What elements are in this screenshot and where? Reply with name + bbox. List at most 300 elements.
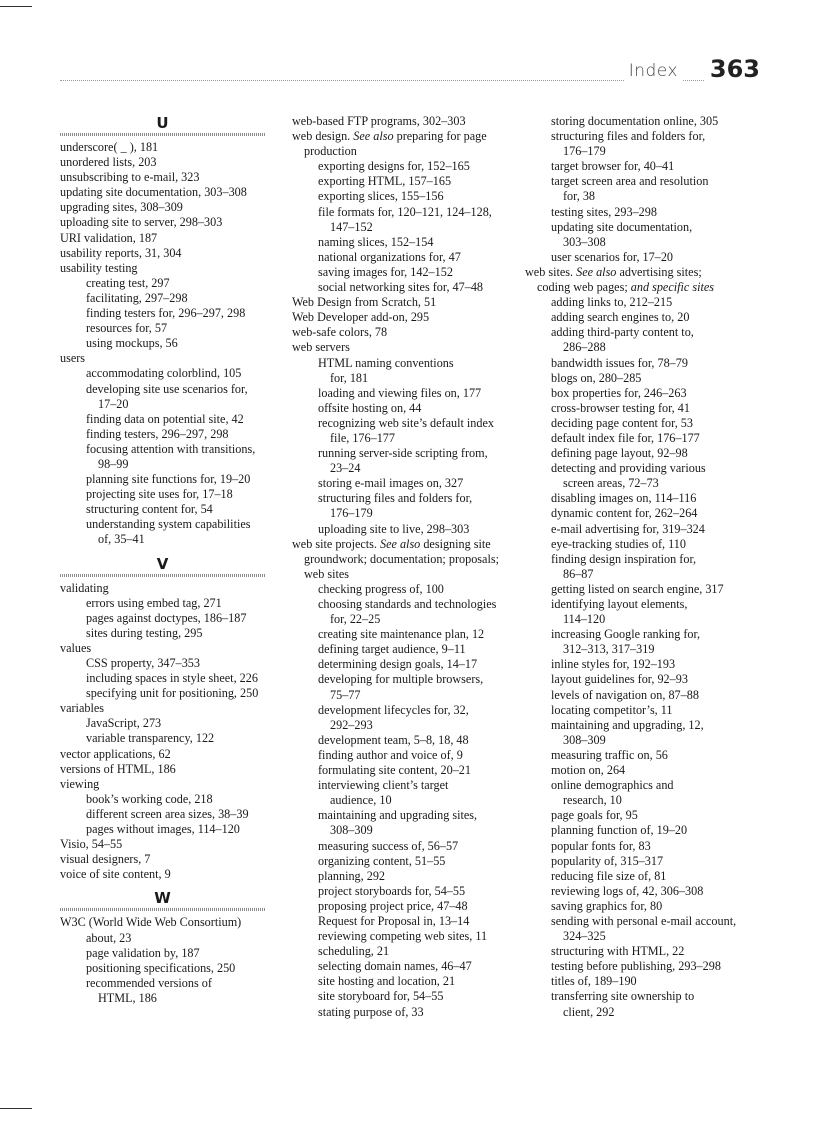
index-entry bbox=[60, 382, 265, 412]
index-entry bbox=[525, 356, 755, 371]
index-entry bbox=[60, 427, 265, 442]
entry-text: adding search engines to, 20 bbox=[551, 310, 690, 325]
entry-text: for, 22–25 bbox=[330, 612, 381, 627]
index-subentry bbox=[292, 989, 514, 1004]
index-entry bbox=[525, 763, 755, 778]
entry-text: unordered lists, 203 bbox=[60, 155, 157, 170]
index-entry bbox=[525, 461, 755, 491]
entry-text: 176–179 bbox=[330, 506, 373, 521]
entry-text: default index file for, 176–177 bbox=[551, 430, 700, 445]
index-entry bbox=[292, 989, 514, 1004]
entry-text: reviewing logs of, 42, 306–308 bbox=[551, 883, 704, 898]
index-subentry bbox=[525, 929, 755, 944]
index-entry bbox=[525, 597, 755, 627]
index-entry bbox=[60, 185, 265, 200]
index-entry bbox=[292, 340, 514, 355]
index-entry bbox=[60, 412, 265, 427]
index-subentry bbox=[60, 532, 265, 547]
index-entry bbox=[60, 291, 265, 306]
index-term bbox=[60, 701, 265, 716]
index-subentry bbox=[60, 991, 265, 1006]
index-entry bbox=[292, 401, 514, 416]
index-subentry bbox=[292, 250, 514, 265]
index-entry bbox=[292, 944, 514, 959]
entry-text: creating site maintenance plan, 12 bbox=[318, 627, 485, 642]
entry-text: of, 35–41 bbox=[98, 532, 145, 547]
index-subentry bbox=[60, 457, 265, 472]
index-entry bbox=[60, 792, 265, 807]
entry-text: e-mail advertising for, 319–324 bbox=[551, 521, 705, 536]
index-entry bbox=[60, 200, 265, 215]
entry-text: projecting site uses for, 17–18 bbox=[86, 487, 233, 502]
entry-text: recommended versions of bbox=[86, 975, 212, 990]
index-subentry bbox=[60, 276, 265, 291]
index-entry bbox=[525, 823, 755, 838]
index-subentry bbox=[292, 356, 514, 371]
index-subentry bbox=[292, 220, 514, 235]
index-entry bbox=[292, 159, 514, 174]
entry-text: CSS property, 347–353 bbox=[86, 656, 200, 670]
index-subentry bbox=[292, 974, 514, 989]
entry-text: vector applications, 62 bbox=[60, 746, 171, 761]
index-entry bbox=[60, 155, 265, 170]
index-entry bbox=[60, 656, 265, 671]
index-entry bbox=[60, 762, 265, 777]
entry-text: getting listed on search engine, 317 bbox=[551, 581, 724, 596]
index-term bbox=[60, 581, 265, 596]
index-subentry bbox=[292, 280, 514, 295]
entry-text: target browser for, 40–41 bbox=[551, 159, 675, 174]
index-entry bbox=[525, 386, 755, 401]
entry-text: offsite hosting on, 44 bbox=[318, 400, 422, 415]
index-entry bbox=[60, 351, 265, 366]
entry-text: W3C (World Wide Web Consortium) bbox=[60, 915, 242, 930]
index-entry bbox=[525, 174, 755, 204]
entry-text: validating bbox=[60, 580, 109, 595]
entry-text: defining page layout, 92–98 bbox=[551, 446, 688, 461]
index-term bbox=[60, 747, 265, 762]
index-column-2 bbox=[292, 114, 514, 1020]
index-subentry bbox=[525, 733, 755, 748]
entry-text: Web Developer add-on, 295 bbox=[292, 310, 430, 325]
entry-text: 23–24 bbox=[330, 461, 361, 476]
index-subentry bbox=[525, 174, 755, 189]
index-term bbox=[60, 170, 265, 185]
index-subentry bbox=[525, 808, 755, 823]
entry-text: 292–293 bbox=[330, 717, 373, 732]
entry-text: web sites. bbox=[525, 264, 577, 279]
index-entry bbox=[60, 140, 265, 155]
index-entry bbox=[525, 672, 755, 687]
index-entry bbox=[525, 401, 755, 416]
entry-text: 303–308 bbox=[563, 234, 606, 249]
index-subentry bbox=[525, 869, 755, 884]
index-subentry bbox=[60, 517, 265, 532]
index-entry bbox=[292, 189, 514, 204]
index-subentry bbox=[292, 522, 514, 537]
index-subentry bbox=[292, 235, 514, 250]
index-entry bbox=[525, 914, 755, 944]
entry-text: developing site use scenarios for, bbox=[86, 381, 248, 396]
index-subentry bbox=[525, 778, 755, 793]
entry-text: structuring files and folders for, bbox=[318, 491, 473, 506]
index-entry bbox=[292, 295, 514, 310]
index-subentry bbox=[525, 854, 755, 869]
index-subentry bbox=[525, 506, 755, 521]
entry-text: organizing content, 51–55 bbox=[318, 853, 446, 868]
index-entry bbox=[525, 657, 755, 672]
index-entry bbox=[60, 611, 265, 626]
entry-text: exporting slices, 155–156 bbox=[318, 189, 444, 204]
index-entry bbox=[525, 627, 755, 657]
index-subentry bbox=[60, 931, 265, 946]
index-subentry bbox=[292, 205, 514, 220]
entry-text: HTML naming conventions bbox=[318, 355, 454, 370]
index-entry bbox=[60, 246, 265, 261]
index-subentry bbox=[525, 129, 755, 144]
entry-text: groundwork; documentation; proposals; bbox=[304, 551, 499, 566]
index-entry bbox=[292, 582, 514, 597]
index-subentry bbox=[292, 944, 514, 959]
index-entry bbox=[525, 310, 755, 325]
index-column-1 bbox=[60, 114, 265, 1006]
index-entry bbox=[292, 597, 514, 627]
index-entry bbox=[292, 491, 514, 521]
index-subentry bbox=[292, 597, 514, 612]
index-subentry bbox=[292, 748, 514, 763]
index-subentry bbox=[525, 959, 755, 974]
index-subentry bbox=[292, 718, 514, 733]
index-subentry bbox=[60, 412, 265, 427]
entry-text: 312–313, 317–319 bbox=[563, 642, 655, 657]
entry-text: proposing project price, 47–48 bbox=[318, 898, 468, 913]
entry-text: client, 292 bbox=[563, 1004, 615, 1019]
entry-text: users bbox=[60, 351, 86, 366]
entry-text: web site projects. bbox=[292, 536, 380, 551]
index-entry bbox=[292, 899, 514, 914]
entry-text: increasing Google ranking for, bbox=[551, 627, 701, 642]
entry-text: finding testers, 296–297, 298 bbox=[86, 426, 229, 441]
index-entry bbox=[525, 839, 755, 854]
entry-text: values bbox=[60, 640, 92, 655]
index-entry bbox=[525, 114, 755, 129]
entry-text: planning function of, 19–20 bbox=[551, 823, 688, 838]
index-entry bbox=[292, 114, 514, 129]
index-entry bbox=[60, 716, 265, 731]
entry-text: adding third-party content to, bbox=[551, 325, 694, 340]
entry-text: specifying unit for positioning, 250 bbox=[86, 686, 259, 701]
index-subentry bbox=[60, 291, 265, 306]
entry-text: planning, 292 bbox=[318, 868, 386, 883]
index-subentry bbox=[292, 265, 514, 280]
page-number: 363 bbox=[704, 55, 760, 83]
index-subentry bbox=[60, 976, 265, 991]
index-subentry bbox=[60, 686, 265, 701]
entry-text: page validation by, 187 bbox=[86, 945, 200, 960]
index-term bbox=[292, 310, 514, 325]
index-entry bbox=[60, 976, 265, 1006]
index-term bbox=[60, 261, 265, 276]
index-subentry bbox=[60, 472, 265, 487]
entry-text: Visio, 54–55 bbox=[60, 837, 123, 852]
index-subentry bbox=[60, 611, 265, 626]
index-column-3 bbox=[525, 114, 755, 1020]
entry-text: for, 181 bbox=[330, 370, 369, 385]
entry-text: file formats for, 120–121, 124–128, bbox=[318, 204, 492, 219]
entry-text: bandwidth issues for, 78–79 bbox=[551, 355, 688, 370]
index-subentry bbox=[60, 626, 265, 641]
index-entry bbox=[60, 581, 265, 596]
index-entry bbox=[525, 854, 755, 869]
index-term bbox=[60, 185, 265, 200]
index-entry bbox=[60, 472, 265, 487]
index-entry bbox=[292, 959, 514, 974]
index-subentry bbox=[525, 401, 755, 416]
index-subentry bbox=[525, 612, 755, 627]
index-entry bbox=[60, 671, 265, 686]
index-subentry bbox=[60, 822, 265, 837]
index-entry bbox=[60, 366, 265, 381]
index-subentry bbox=[525, 476, 755, 491]
entry-text: web-safe colors, 78 bbox=[292, 325, 388, 340]
index-subentry bbox=[292, 959, 514, 974]
index-entry bbox=[60, 807, 265, 822]
index-subentry bbox=[60, 397, 265, 412]
entry-text: understanding system capabilities bbox=[86, 517, 251, 532]
index-entry bbox=[525, 205, 755, 220]
index-subentry bbox=[525, 189, 755, 204]
entry-text: sites during testing, 295 bbox=[86, 625, 203, 640]
index-subentry bbox=[525, 642, 755, 657]
index-subentry bbox=[292, 733, 514, 748]
entry-text: production bbox=[304, 144, 357, 159]
index-subentry bbox=[60, 807, 265, 822]
index-entry bbox=[525, 899, 755, 914]
index-entry bbox=[525, 325, 755, 355]
index-subentry bbox=[525, 461, 755, 476]
entry-text: identifying layout elements, bbox=[551, 597, 688, 611]
index-subentry bbox=[525, 537, 755, 552]
entry-text: preparing for page bbox=[393, 129, 487, 144]
index-subentry bbox=[60, 671, 265, 686]
index-subentry bbox=[292, 1005, 514, 1020]
index-subentry bbox=[292, 793, 514, 808]
index-subentry bbox=[292, 174, 514, 189]
index-subentry bbox=[60, 442, 265, 457]
entry-text: viewing bbox=[60, 776, 100, 791]
entry-text: web servers bbox=[292, 340, 350, 355]
entry-text: updating site documentation, 303–308 bbox=[60, 185, 247, 200]
index-subentry bbox=[292, 672, 514, 687]
entry-text: research, 10 bbox=[563, 793, 622, 808]
index-subentry bbox=[525, 114, 755, 129]
index-subentry bbox=[292, 778, 514, 793]
entry-text: finding data on potential site, 42 bbox=[86, 411, 244, 426]
entry-text: usability reports, 31, 304 bbox=[60, 245, 182, 260]
index-entry bbox=[525, 159, 755, 174]
index-entry bbox=[525, 944, 755, 959]
index-entry bbox=[525, 295, 755, 310]
entry-text: disabling images on, 114–116 bbox=[551, 491, 697, 506]
index-entry bbox=[60, 170, 265, 185]
index-entry bbox=[292, 1005, 514, 1020]
index-entry bbox=[292, 869, 514, 884]
index-subentry bbox=[60, 366, 265, 381]
entry-text: variable transparency, 122 bbox=[86, 731, 215, 746]
index-entry bbox=[60, 641, 265, 656]
index-entry bbox=[292, 310, 514, 325]
index-subentry bbox=[525, 220, 755, 235]
entry-text: saving graphics for, 80 bbox=[551, 898, 663, 913]
index-term bbox=[292, 340, 514, 355]
index-entry bbox=[60, 517, 265, 547]
index-entry bbox=[60, 321, 265, 336]
see-also-label: and specific sites bbox=[630, 280, 715, 295]
index-entry bbox=[60, 931, 265, 946]
entry-text: JavaScript, 273 bbox=[86, 716, 162, 731]
index-entry bbox=[292, 265, 514, 280]
index-entry bbox=[292, 250, 514, 265]
index-entry bbox=[525, 250, 755, 265]
section-letter-u: U bbox=[156, 114, 169, 132]
index-subentry bbox=[525, 386, 755, 401]
index-entry bbox=[525, 265, 755, 295]
entry-text: exporting HTML, 157–165 bbox=[318, 174, 452, 189]
index-entry bbox=[292, 839, 514, 854]
section-divider bbox=[60, 133, 265, 136]
index-entry bbox=[292, 974, 514, 989]
entry-text: pages without images, 114–120 bbox=[86, 822, 240, 837]
index-subentry bbox=[292, 552, 514, 567]
entry-text: focusing attention with transitions, bbox=[86, 441, 256, 456]
index-subentry bbox=[292, 431, 514, 446]
entry-text: interviewing client’s target bbox=[318, 778, 449, 793]
entry-text: determining design goals, 14–17 bbox=[318, 657, 478, 672]
index-term bbox=[60, 915, 265, 930]
entry-text: updating site documentation, bbox=[551, 219, 693, 234]
entry-text: 308–309 bbox=[330, 823, 373, 838]
index-entry bbox=[60, 336, 265, 351]
index-subentry bbox=[525, 295, 755, 310]
entry-text: target screen area and resolution bbox=[551, 174, 709, 189]
index-entry bbox=[292, 733, 514, 748]
entry-text: including spaces in style sheet, 226 bbox=[86, 671, 258, 686]
index-subentry bbox=[292, 144, 514, 159]
index-entry bbox=[60, 946, 265, 961]
index-entry bbox=[292, 884, 514, 899]
entry-text: adding links to, 212–215 bbox=[551, 295, 673, 310]
entry-text: Request for Proposal in, 13–14 bbox=[318, 913, 470, 928]
entry-text: project storyboards for, 54–55 bbox=[318, 883, 466, 898]
index-entry bbox=[525, 748, 755, 763]
entry-text: site storyboard for, 54–55 bbox=[318, 989, 444, 1004]
entry-text: testing before publishing, 293–298 bbox=[551, 959, 721, 974]
entry-text: reducing file size of, 81 bbox=[551, 868, 667, 883]
index-subentry bbox=[525, 325, 755, 340]
index-subentry bbox=[525, 703, 755, 718]
index-term bbox=[60, 867, 265, 882]
entry-text: dynamic content for, 262–264 bbox=[551, 506, 698, 521]
index-subentry bbox=[525, 159, 755, 174]
entry-text: facilitating, 297–298 bbox=[86, 290, 188, 305]
entry-text: finding testers for, 296–297, 298 bbox=[86, 306, 246, 321]
index-subentry bbox=[292, 929, 514, 944]
index-entry bbox=[292, 325, 514, 340]
entry-text: 86–87 bbox=[563, 566, 594, 581]
entry-text: popularity of, 315–317 bbox=[551, 853, 664, 868]
index-term bbox=[60, 140, 265, 155]
index-subentry bbox=[525, 552, 755, 567]
index-subentry bbox=[60, 946, 265, 961]
index-entry bbox=[292, 627, 514, 642]
index-subentry bbox=[60, 427, 265, 442]
index-entry bbox=[292, 642, 514, 657]
entry-text: uploading site to server, 298–303 bbox=[60, 215, 223, 230]
entry-text: web design. bbox=[292, 129, 354, 144]
entry-text: 98–99 bbox=[98, 456, 129, 471]
see-also-label: See also bbox=[380, 536, 421, 551]
entry-text: positioning specifications, 250 bbox=[86, 960, 236, 975]
entry-text: checking progress of, 100 bbox=[318, 581, 444, 596]
index-term bbox=[60, 762, 265, 777]
entry-text: stating purpose of, 33 bbox=[318, 1004, 424, 1019]
index-entry bbox=[292, 537, 514, 582]
index-entry bbox=[525, 989, 755, 1019]
index-subentry bbox=[525, 356, 755, 371]
index-entry bbox=[60, 731, 265, 746]
index-subentry bbox=[292, 491, 514, 506]
crop-mark-top-left bbox=[0, 6, 32, 7]
index-subentry bbox=[525, 340, 755, 355]
index-subentry bbox=[525, 205, 755, 220]
index-subentry bbox=[525, 431, 755, 446]
index-subentry bbox=[60, 596, 265, 611]
entry-text: visual designers, 7 bbox=[60, 852, 151, 867]
index-entry bbox=[60, 502, 265, 517]
index-subentry bbox=[525, 748, 755, 763]
index-subentry bbox=[292, 627, 514, 642]
entry-text: for, 38 bbox=[563, 189, 596, 204]
entry-text: storing e-mail images on, 327 bbox=[318, 476, 464, 491]
section-letter-w: W bbox=[154, 889, 171, 908]
index-subentry bbox=[292, 914, 514, 929]
entry-text: formulating site content, 20–21 bbox=[318, 763, 471, 778]
index-subentry bbox=[292, 854, 514, 869]
index-entry bbox=[292, 356, 514, 386]
entry-text: 324–325 bbox=[563, 929, 606, 944]
index-subentry bbox=[525, 310, 755, 325]
entry-text: layout guidelines for, 92–93 bbox=[551, 672, 688, 687]
entry-text: site hosting and location, 21 bbox=[318, 974, 456, 989]
entry-text: transferring site ownership to bbox=[551, 989, 695, 1004]
index-subentry bbox=[525, 899, 755, 914]
entry-text: running server-side scripting from, bbox=[318, 446, 488, 461]
index-subentry bbox=[525, 627, 755, 642]
index-subentry bbox=[525, 371, 755, 386]
index-entry bbox=[292, 808, 514, 838]
see-also-label: See also bbox=[576, 264, 617, 279]
entry-text: user scenarios for, 17–20 bbox=[551, 249, 674, 264]
index-entry bbox=[292, 386, 514, 401]
entry-text: exporting designs for, 152–165 bbox=[318, 159, 470, 174]
index-entry bbox=[525, 703, 755, 718]
index-subentry bbox=[525, 567, 755, 582]
index-subentry bbox=[525, 914, 755, 929]
index-entry bbox=[525, 808, 755, 823]
entry-text: 147–152 bbox=[330, 219, 373, 234]
index-entry bbox=[292, 235, 514, 250]
entry-text: audience, 10 bbox=[330, 793, 392, 808]
